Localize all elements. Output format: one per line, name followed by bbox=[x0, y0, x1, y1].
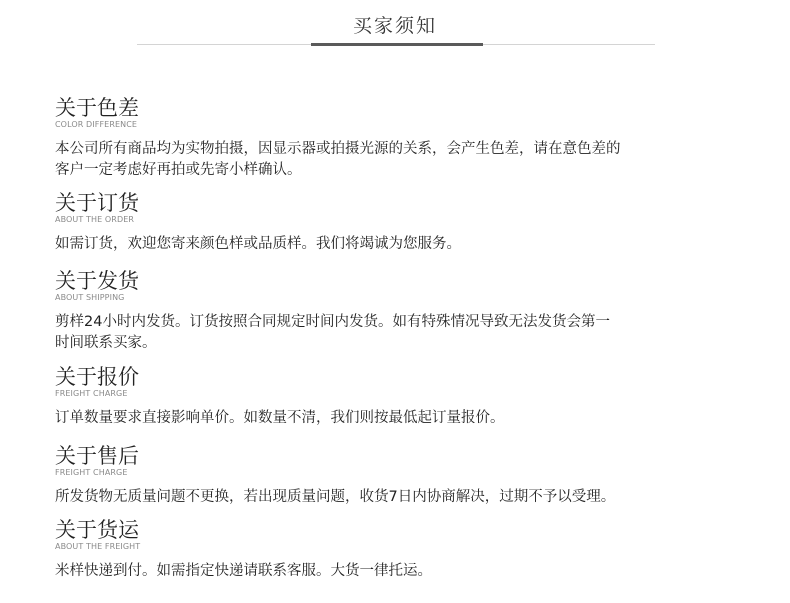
page-title: 买家须知 bbox=[352, 15, 437, 37]
body-line: 时间联系买家。 bbox=[55, 335, 157, 351]
section-after-sales bbox=[55, 445, 745, 508]
section-quotation bbox=[55, 366, 745, 429]
section-title: 关于报价 bbox=[55, 365, 139, 389]
section-shipping bbox=[55, 270, 745, 354]
section-subtitle: FREIGHT CHARGE bbox=[55, 389, 128, 398]
section-title: 关于售后 bbox=[55, 444, 139, 468]
page-header bbox=[0, 0, 790, 50]
section-body bbox=[55, 139, 745, 181]
section-title: 关于货运 bbox=[55, 518, 139, 542]
body-line: 客户一定考虑好再拍或先寄小样确认。 bbox=[55, 162, 302, 178]
section-subtitle: ABOUT SHIPPING bbox=[55, 293, 125, 302]
body-line: 米样快递到付。如需指定快递请联系客服。大货一律托运。 bbox=[55, 563, 432, 579]
body-line: 所发货物无质量问题不更换，若出现质量问题，收货7日内协商解决，过期不予以受理。 bbox=[55, 489, 616, 505]
body-line: 如需订货，欢迎您寄来颜色样或品质样。我们将竭诚为您服务。 bbox=[55, 236, 461, 252]
section-title: 关于发货 bbox=[55, 269, 139, 293]
section-body bbox=[55, 312, 745, 354]
body-line: 订单数量要求直接影响单价。如数量不清，我们则按最低起订量报价。 bbox=[55, 410, 505, 426]
section-body bbox=[55, 234, 745, 255]
body-line: 本公司所有商品均为实物拍摄，因显示器或拍摄光源的关系，会产生色差，请在意色差的 bbox=[55, 141, 621, 157]
header-underline-accent bbox=[311, 43, 483, 46]
section-subtitle: FREIGHT CHARGE bbox=[55, 468, 128, 477]
body-line: 剪样24小时内发货。订货按照合同规定时间内发货。如有特殊情况导致无法发货会第一 bbox=[55, 314, 610, 330]
section-body bbox=[55, 561, 745, 582]
section-title: 关于色差 bbox=[55, 96, 139, 120]
section-subtitle: ABOUT THE FREIGHT bbox=[55, 542, 141, 551]
section-title: 关于订货 bbox=[55, 191, 139, 215]
section-body bbox=[55, 487, 745, 508]
section-subtitle: ABOUT THE ORDER bbox=[55, 215, 135, 224]
section-freight bbox=[55, 519, 745, 582]
section-subtitle: COLOR DIFFERENCE bbox=[55, 120, 138, 129]
section-ordering bbox=[55, 192, 745, 255]
section-body bbox=[55, 408, 745, 429]
section-color-difference bbox=[55, 97, 745, 181]
